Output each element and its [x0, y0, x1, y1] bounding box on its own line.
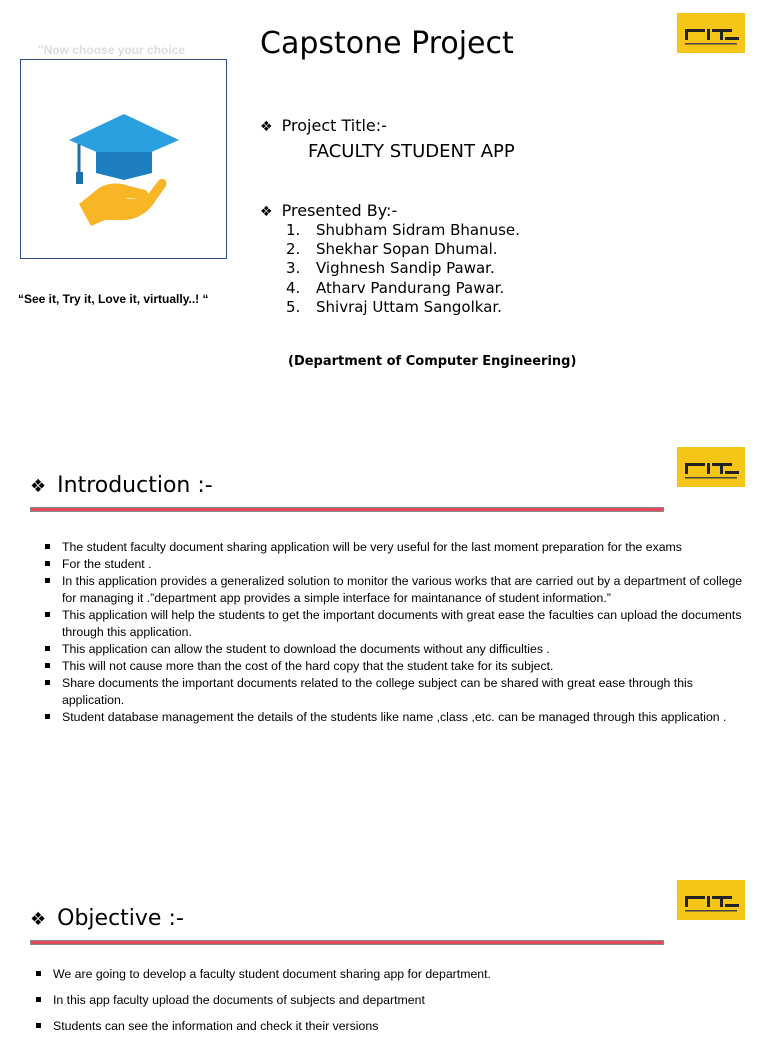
list-item: [36, 966, 736, 983]
presenter-number: 3.: [286, 259, 301, 278]
list-item: [45, 675, 745, 709]
square-bullet-icon: [45, 544, 50, 549]
objective-heading: [30, 906, 184, 931]
introduction-bullet-list: [45, 539, 745, 726]
list-item: [45, 709, 745, 726]
graduation-cap-hand-icon: [21, 60, 226, 258]
diamond-bullet-icon: ❖: [260, 204, 273, 220]
list-item: [45, 658, 745, 675]
presented-by-row: [260, 201, 397, 220]
heading-divider: [30, 507, 664, 512]
list-item-text: Share documents the important documents related to the college subject can be shared with great ease through this application.: [62, 676, 693, 707]
square-bullet-icon: [45, 680, 50, 685]
introduction-heading-text: Introduction :-: [57, 473, 213, 498]
slide-title: Capstone Project: [260, 26, 514, 61]
presenter-name: Shivraj Uttam Sangolkar.: [316, 297, 502, 316]
list-item: [45, 556, 745, 573]
heading-divider: [30, 940, 664, 945]
list-item: [45, 539, 745, 556]
presenter-number: 4.: [286, 278, 301, 297]
tagline: “See it, Try it, Love it, virtually..! “: [18, 292, 209, 306]
department-label: (Department of Computer Engineering): [288, 354, 577, 369]
list-item-text: In this app faculty upload the documents of subjects and department: [53, 993, 425, 1007]
presenter-number: 1.: [286, 221, 301, 239]
presenter-list: [286, 221, 520, 317]
square-bullet-icon: [45, 646, 50, 651]
square-bullet-icon: [45, 561, 50, 566]
square-bullet-icon: [45, 663, 50, 668]
graduation-image: [20, 59, 227, 259]
list-item-text: This will not cause more than the cost of the hard copy that the student take for its subject.: [62, 659, 554, 673]
objective-bullet-list: [36, 966, 736, 1044]
presented-by-label: Presented By:-: [281, 201, 398, 220]
faint-caption: "Now choose your choice: [38, 43, 186, 57]
presenter-number: 5.: [286, 297, 301, 316]
college-logo: [677, 880, 745, 920]
project-title-label: Project Title:-: [281, 116, 387, 135]
square-bullet-icon: [36, 997, 41, 1002]
list-item-text: Student database management the details of the students like name ,class ,etc. can be managed through this application .: [62, 710, 727, 724]
list-item: [45, 573, 745, 607]
list-item-text: We are going to develop a faculty student document sharing app for department.: [53, 967, 491, 981]
presenter-name: Atharv Pandurang Pawar.: [316, 278, 505, 297]
square-bullet-icon: [45, 612, 50, 617]
list-item-text: The student faculty document sharing application will be very useful for the last moment preparation for the exams: [62, 540, 682, 554]
square-bullet-icon: [45, 578, 50, 583]
list-item: [36, 992, 736, 1009]
presenter-item: [286, 259, 520, 278]
list-item-text: Students can see the information and check it their versions: [53, 1019, 379, 1033]
list-item: [45, 641, 745, 658]
list-item-text: This application can allow the student to download the documents without any difficulties .: [62, 642, 550, 656]
project-title: FACULTY STUDENT APP: [308, 141, 515, 162]
project-title-label-row: [260, 116, 387, 135]
presenter-item: [286, 279, 520, 298]
diamond-bullet-icon: ❖: [260, 119, 273, 135]
diamond-bullet-icon: ❖: [30, 476, 47, 497]
presenter-name: Shubham Sidram Bhanuse.: [316, 221, 520, 239]
list-item-text: For the student .: [62, 557, 152, 571]
presenter-number: 2.: [286, 240, 301, 259]
presenter-name: Vighnesh Sandip Pawar.: [316, 259, 495, 278]
list-item-text: In this application provides a generalized solution to monitor the various works that are carried out by a department of college for managing it .”department app provides a simple interface for maintanance of student information.”: [62, 574, 743, 605]
list-item: [45, 607, 745, 641]
college-logo: [677, 447, 745, 487]
list-item-text: This application will help the students to get the important documents with great ease the faculties can upload the documents through this application.: [62, 608, 742, 639]
introduction-heading: [30, 473, 213, 498]
list-item: [36, 1018, 736, 1035]
square-bullet-icon: [36, 971, 41, 976]
objective-heading-text: Objective :-: [57, 906, 184, 931]
presenter-item: [286, 298, 520, 317]
square-bullet-icon: [45, 714, 50, 719]
presenter-item: [286, 240, 520, 259]
diamond-bullet-icon: ❖: [30, 909, 47, 930]
presenter-item: [286, 221, 520, 240]
presenter-name: Shekhar Sopan Dhumal.: [316, 240, 498, 259]
college-logo: [677, 13, 745, 53]
